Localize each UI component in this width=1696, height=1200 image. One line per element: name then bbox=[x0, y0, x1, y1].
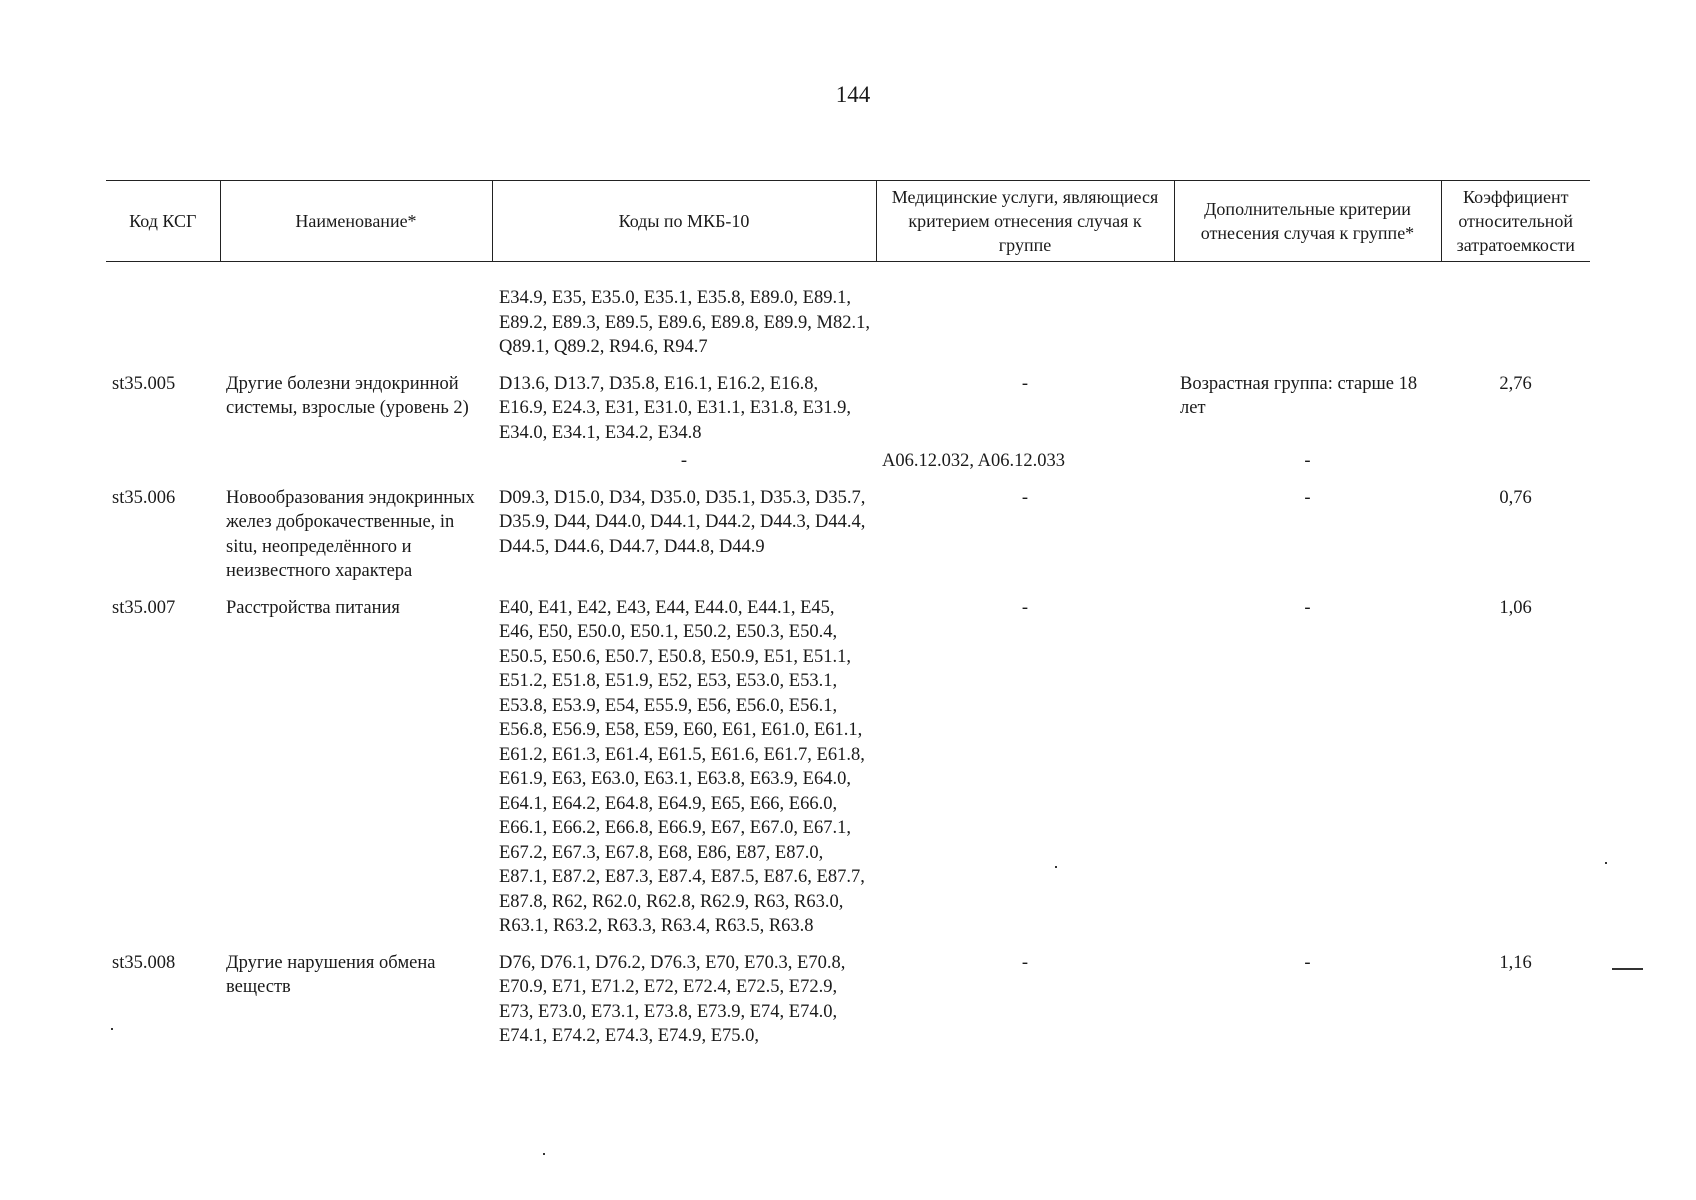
cell-name: Другие болезни эндокринной системы, взрослые (уровень 2) bbox=[226, 373, 469, 418]
margin-mark bbox=[1612, 968, 1643, 970]
cell-name: Другие нарушения обмена веществ bbox=[226, 952, 436, 997]
cell-services: - bbox=[1021, 597, 1029, 618]
cell-mkb: D09.3, D15.0, D34, D35.0, D35.1, D35.3, D35.7, D35.9, D44, D44.0, D44.1, D44.2, D44.3, D44.4, D44.5, D44.6, D44.7, D44.8, D44.9 bbox=[499, 487, 866, 557]
header-code: Код КСГ bbox=[106, 181, 220, 262]
scan-speck bbox=[111, 1028, 113, 1030]
cell-extra: - bbox=[1304, 952, 1311, 973]
cell-services: - bbox=[1021, 952, 1029, 973]
cell-name: Новообразования эндокринных желез доброкачественные, in situ, неопределённого и неизвестного характера bbox=[226, 487, 475, 581]
cell-coef: 1,06 bbox=[1499, 597, 1532, 618]
header-name: Наименование* bbox=[220, 181, 492, 262]
cell-coef bbox=[1441, 445, 1590, 474]
cell-mkb: - bbox=[680, 451, 688, 471]
cell-coef: 0,76 bbox=[1499, 487, 1532, 508]
cell-code: st35.008 bbox=[112, 952, 176, 973]
cell-name bbox=[220, 262, 492, 360]
ksg-table bbox=[106, 180, 1590, 1049]
cell-extra: Возрастная группа: старше 18 лет bbox=[1180, 373, 1418, 418]
table-row bbox=[106, 939, 1590, 1049]
scan-speck bbox=[543, 1153, 545, 1155]
cell-coef: 2,76 bbox=[1499, 373, 1532, 394]
scan-speck bbox=[1055, 866, 1057, 868]
page-number: 144 bbox=[835, 82, 871, 107]
cell-code: st35.006 bbox=[112, 487, 176, 508]
cell-name bbox=[220, 445, 492, 474]
cell-coef bbox=[1441, 262, 1590, 360]
cell-extra bbox=[1174, 262, 1441, 360]
header-services: Медицинские услуги, являющиеся критерием отнесения случая к группе bbox=[876, 181, 1174, 262]
table-row bbox=[106, 584, 1590, 939]
cell-extra: - bbox=[1304, 451, 1311, 471]
cell-services: - bbox=[1021, 487, 1029, 508]
cell-services: - bbox=[1021, 373, 1029, 394]
table-row bbox=[106, 360, 1590, 446]
scan-speck bbox=[1605, 862, 1607, 864]
header-extra: Дополнительные критерии отнесения случая к группе* bbox=[1174, 181, 1441, 262]
cell-services: A06.12.032, A06.12.033 bbox=[882, 451, 1065, 471]
cell-services bbox=[876, 262, 1174, 360]
cell-code: st35.005 bbox=[112, 373, 176, 394]
cell-mkb: E40, E41, E42, E43, E44, E44.0, E44.1, E45, E46, E50, E50.0, E50.1, E50.2, E50.3, E50.4, E50.5, E50.6, E50.7, E50.8, E50.9, E51, E51.1, E51.2, E51.8, E51.9, E52, E53, E53.0, E53.1, E53.8, E53.9, E54, E55.9, E56, E56.0, E56.1, E56.8, E56.9, E58, E59, E60, E61, E61.0, E61.1, E61.2, E61.3, E61.4, E61.5, E61.6, E61.7, E61.8, E61.9, E63, E63.0, E63.1, E63.8, E63.9, E64.0, E64.1, E64.2, E64.8, E64.9, E65, E66, E66.0, E66.1, E66.2, E66.8, E66.9, E67, E67.0, E67.1, E67.2, E67.3, E67.8, E68, E86, E87, E87.0, E87.1, E87.2, E87.3, E87.4, E87.5, E87.6, E87.7, E87.8, R62, R62.0, R62.8, R62.9, R63, R63.0, R63.1, R63.2, R63.3, R63.4, R63.5, R63.8 bbox=[499, 597, 865, 936]
cell-extra: - bbox=[1304, 597, 1311, 618]
header-coef: Коэффициент относительной затратоемкости bbox=[1441, 181, 1590, 262]
table-row bbox=[106, 445, 1590, 474]
cell-mkb: D76, D76.1, D76.2, D76.3, E70, E70.3, E70.8, E70.9, E71, E71.2, E72, E72.4, E72.5, E72.9, E73, E73.0, E73.1, E73.8, E73.9, E74, E74.0, E74.1, E74.2, E74.3, E74.9, E75.0, bbox=[499, 952, 846, 1046]
cell-code: st35.007 bbox=[112, 597, 176, 618]
cell-code bbox=[106, 262, 220, 360]
cell-code bbox=[106, 445, 220, 474]
header-mkb: Коды по МКБ-10 bbox=[492, 181, 876, 262]
cell-coef: 1,16 bbox=[1499, 952, 1532, 973]
table-header bbox=[106, 181, 1590, 262]
cell-name: Расстройства питания bbox=[226, 597, 400, 618]
cell-mkb: E34.9, E35, E35.0, E35.1, E35.8, E89.0, E89.1, E89.2, E89.3, E89.5, E89.6, E89.8, E89.9, M82.1, Q89.1, Q89.2, R94.6, R94.7 bbox=[499, 288, 871, 357]
cell-mkb: D13.6, D13.7, D35.8, E16.1, E16.2, E16.8, E16.9, E24.3, E31, E31.0, E31.1, E31.8, E31.9, E34.0, E34.1, E34.2, E34.8 bbox=[499, 373, 851, 443]
table-row bbox=[106, 474, 1590, 584]
cell-extra: - bbox=[1304, 487, 1311, 508]
table-row bbox=[106, 262, 1590, 360]
